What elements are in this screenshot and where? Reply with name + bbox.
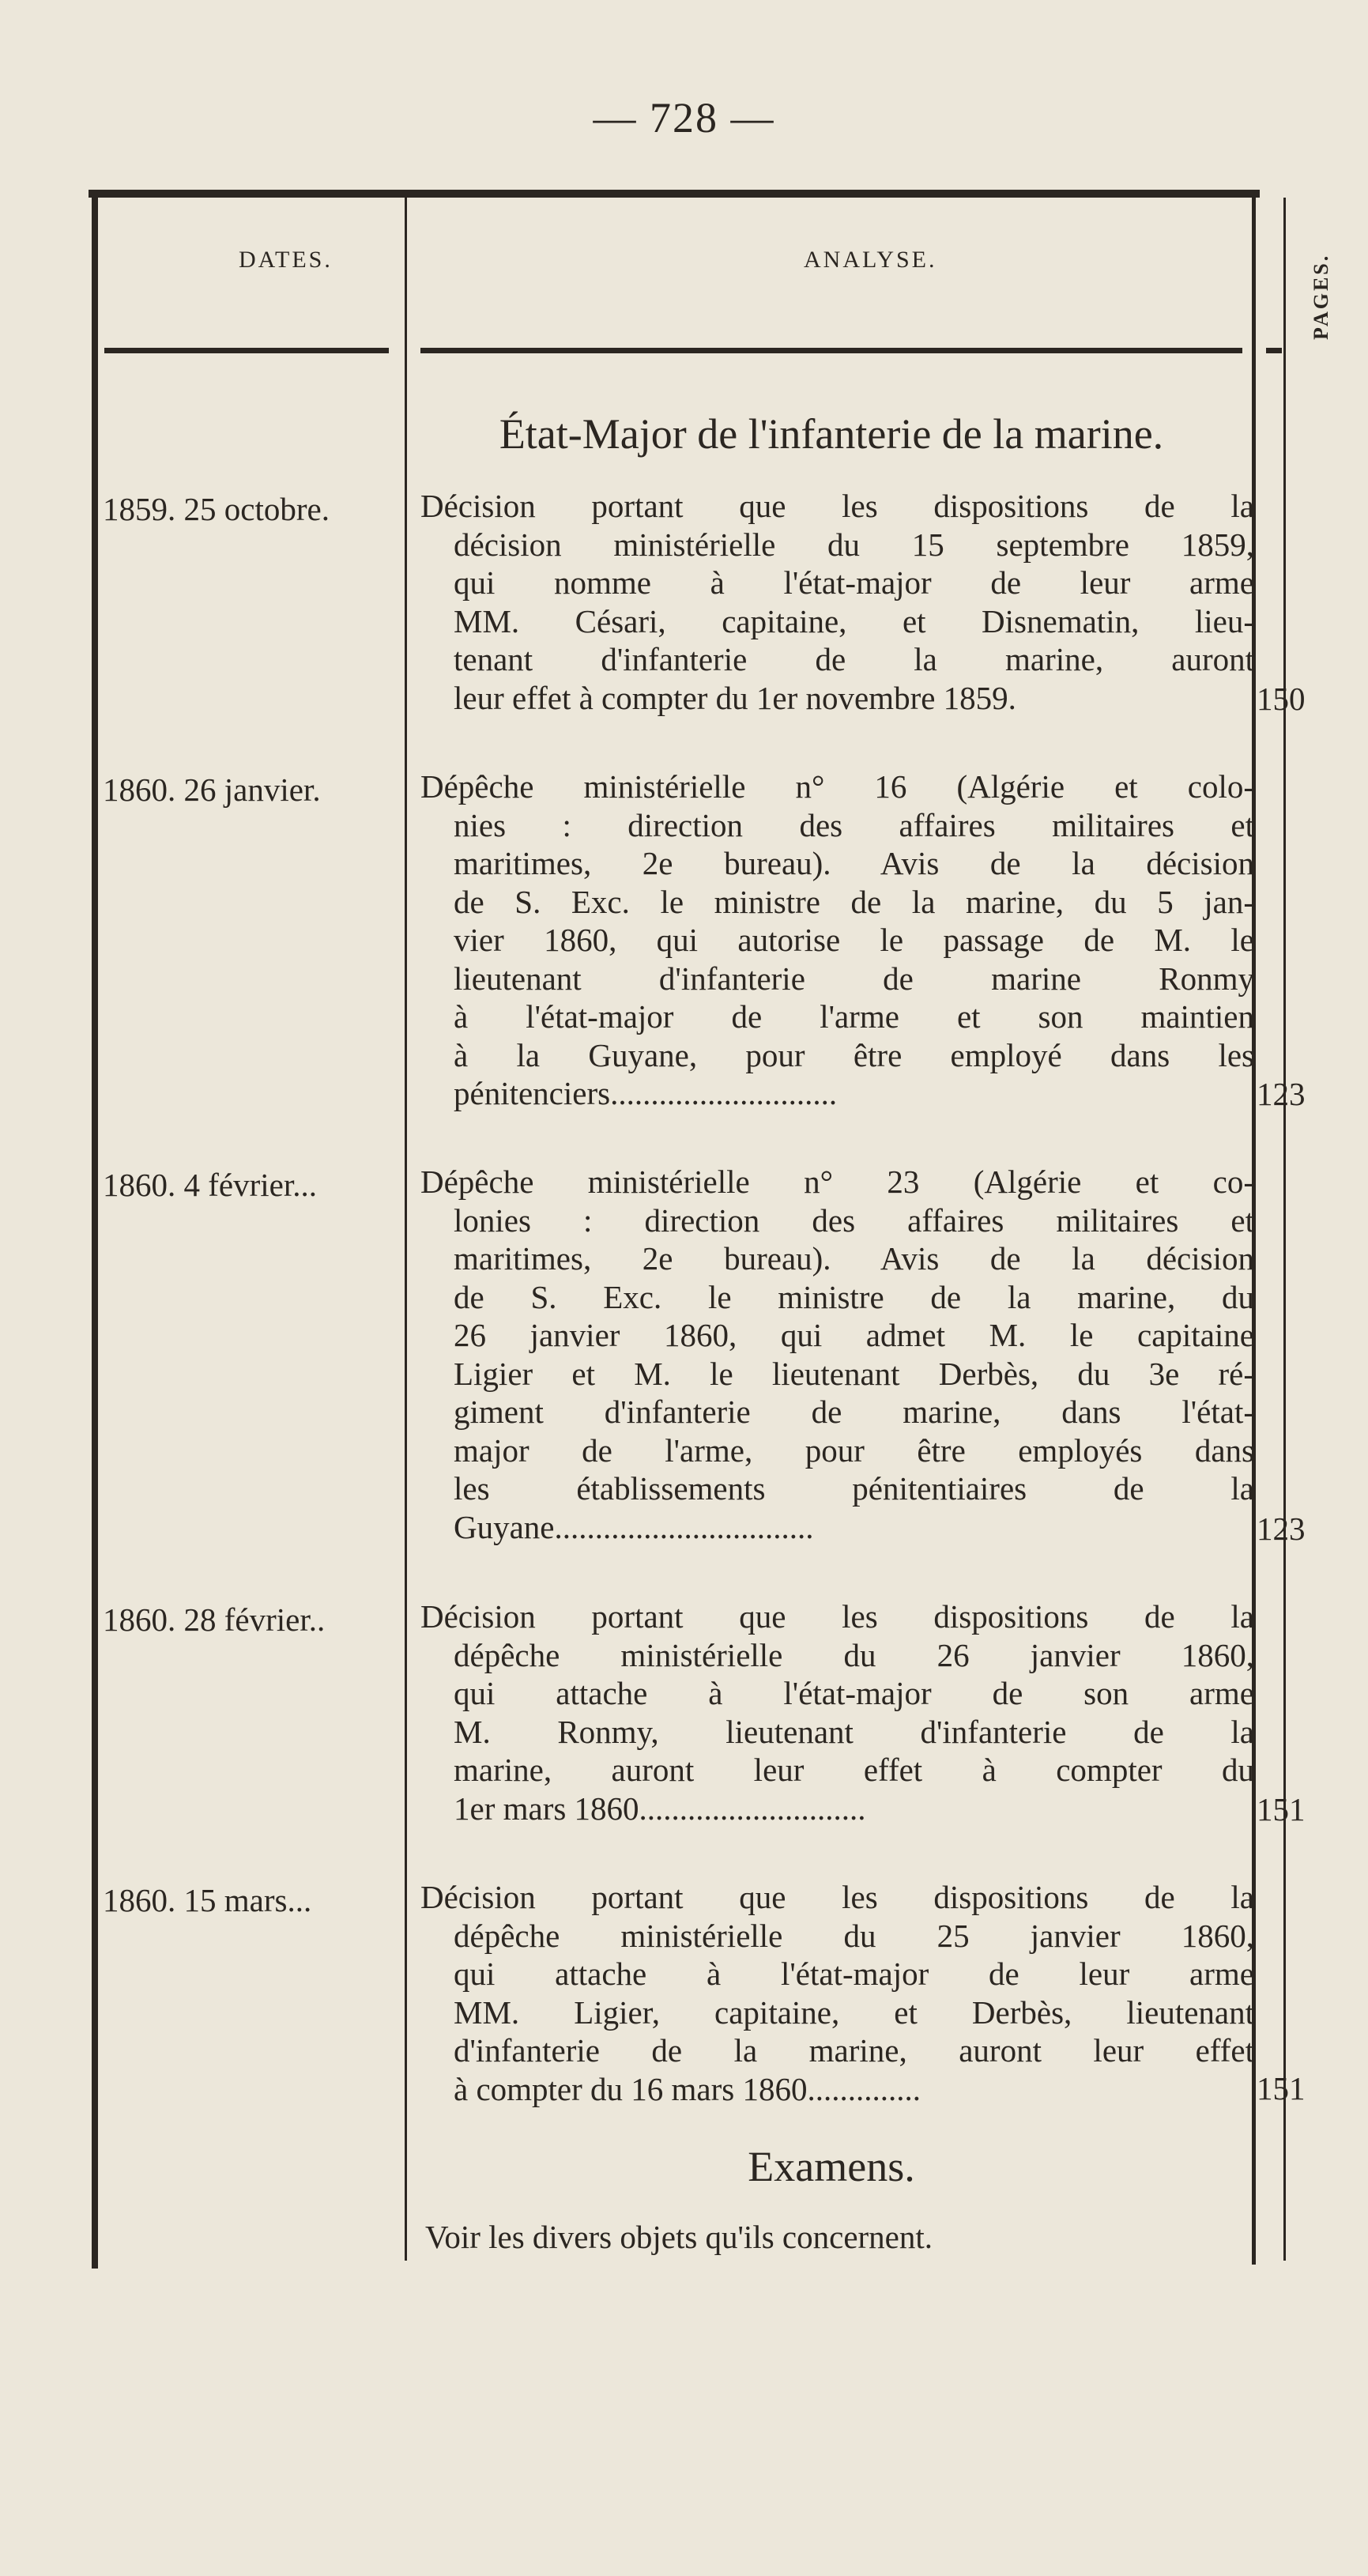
entry-line: à l'état-major de l'arme et son maintien — [454, 998, 1254, 1035]
entry-date: 1860. 26 janvier. — [103, 771, 321, 808]
entry-line: pénitenciers............................ — [454, 1075, 838, 1111]
entry-line: Ligier et M. le lieutenant Derbès, du 3e ré- — [454, 1355, 1254, 1392]
entry-line: 26 janvier 1860, qui admet M. le capitaine — [454, 1317, 1254, 1353]
entry-line: lonies : direction des affaires militaires et — [454, 1201, 1254, 1239]
entry-line: maritimes, 2e bureau). Avis de la décision — [454, 1240, 1254, 1277]
entry-line: les établissements pénitentiaires de la — [454, 1470, 1254, 1507]
entry-line: Décision portant que les dispositions de la — [420, 1879, 1254, 1915]
entry-line: de S. Exc. le ministre de la marine, du 5 jan- — [454, 883, 1254, 920]
entry-page: 150 — [1257, 681, 1306, 717]
entry-date: 1859. 25 octobre. — [103, 491, 330, 527]
entry-line: nies : direction des affaires militaires et — [454, 806, 1254, 843]
entry-line: 1er mars 1860............................ — [454, 1790, 866, 1827]
entry-line: maritimes, 2e bureau). Avis de la décision — [454, 845, 1254, 881]
section-title-examens: Examens. — [748, 2143, 915, 2190]
entry-line: qui attache à l'état-major de leur arme — [454, 1956, 1254, 1992]
entry-line: major de l'arme, pour être employés dans — [454, 1431, 1254, 1469]
entry-line: qui attache à l'état-major de son arme — [454, 1675, 1254, 1711]
entry-line: à la Guyane, pour être employé dans les — [454, 1036, 1254, 1073]
entry-analysis — [420, 487, 1254, 717]
entry-line: M. Ronmy, lieutenant d'infanterie de la — [454, 1713, 1254, 1750]
header-rule-pages — [1266, 348, 1282, 353]
column-separator-dates — [405, 198, 407, 2261]
entry-page: 151 — [1257, 1791, 1306, 1827]
header-analyse: ANALYSE. — [804, 247, 937, 273]
entry-line: qui nomme à l'état-major de leur arme — [454, 564, 1254, 601]
entry-analysis — [420, 768, 1254, 1113]
entry-line: Guyane................................ — [454, 1508, 814, 1545]
entry-line: leur effet à compter du 1er novembre 1859. — [454, 679, 1016, 716]
index-table — [89, 190, 1332, 2269]
entry-date: 1860. 15 mars... — [103, 1882, 312, 1918]
header-rule-dates — [104, 348, 389, 353]
section-title-etat-major: État-Major de l'infanterie de la marine. — [499, 410, 1164, 458]
header-dates: DATES. — [239, 247, 333, 273]
entry-line: Dépêche ministérielle n° 23 (Algérie et co- — [420, 1164, 1254, 1200]
entry-line: MM. Ligier, capitaine, et Derbès, lieutenant — [454, 1993, 1254, 2031]
entry-line: marine, auront leur effet à compter du — [454, 1752, 1254, 1788]
entry-line: de S. Exc. le ministre de la marine, du — [454, 1278, 1254, 1315]
entry-analysis — [420, 1878, 1254, 2108]
entry-line: MM. Césari, capitaine, et Disnematin, lieu- — [454, 602, 1254, 639]
entry-page: 123 — [1257, 1511, 1306, 1547]
entry-date: 1860. 4 février... — [103, 1167, 317, 1203]
entry-line: giment d'infanterie de marine, dans l'état- — [454, 1394, 1254, 1430]
entry-line: tenant d'infanterie de la marine, auront — [454, 641, 1254, 677]
table-left-border — [92, 190, 98, 2269]
entry-line: d'infanterie de la marine, auront leur effet — [454, 2032, 1254, 2069]
page-number: — 728 — — [593, 94, 775, 141]
entry-analysis — [420, 1163, 1254, 1546]
entry-line: lieutenant d'infanterie de marine Ronmy — [454, 960, 1254, 997]
entry-page: 151 — [1257, 2070, 1306, 2106]
table-top-rule — [89, 190, 1260, 198]
entry-line: Décision portant que les dispositions de la — [420, 1598, 1254, 1635]
entry-page: 123 — [1257, 1076, 1306, 1112]
entry-line: à compter du 16 mars 1860.............. — [454, 2070, 921, 2107]
entry-date: 1860. 28 février.. — [103, 1601, 326, 1638]
examens-note: Voir les divers objets qu'ils concernent. — [425, 2219, 933, 2255]
entry-line: décision ministérielle du 15 septembre 1859, — [454, 526, 1254, 563]
entry-analysis — [420, 1597, 1254, 1827]
entry-line: dépêche ministérielle du 25 janvier 1860, — [454, 1917, 1254, 1954]
entry-line: Décision portant que les dispositions de la — [420, 488, 1254, 524]
column-separator-pages — [1283, 198, 1286, 2261]
header-rule-analyse — [420, 348, 1242, 353]
entry-line: vier 1860, qui autorise le passage de M. le — [454, 922, 1254, 958]
header-pages: PAGES. — [1310, 253, 1332, 340]
entry-line: Dépêche ministérielle n° 16 (Algérie et colo- — [420, 768, 1254, 805]
entry-line: dépêche ministérielle du 26 janvier 1860, — [454, 1636, 1254, 1673]
